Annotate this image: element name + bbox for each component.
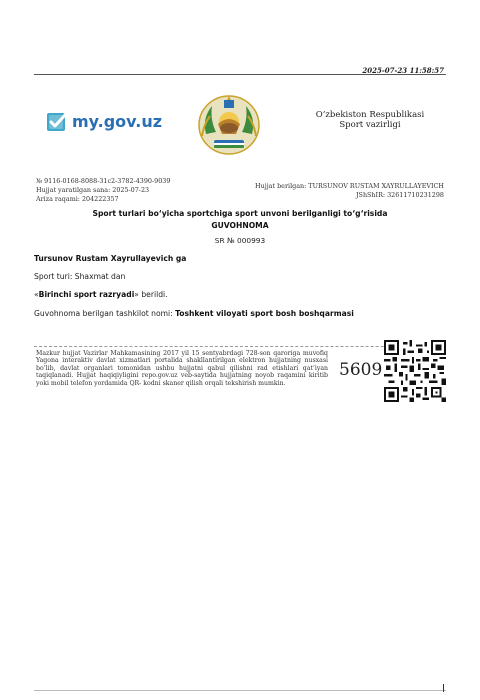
rank-close: » berildi.	[134, 290, 168, 299]
org-ministry: Sport vazirligi	[339, 120, 401, 130]
title-line-1: Sport turlari bo‘yicha sportchiga sport unvoni berilganligi to‘g‘risida	[92, 209, 388, 218]
footer-legal-text: Mazkur hujjat Vazirlar Mahkamasining 2017 yil 15 sentyabrdagi 728-son qaroriga muvofiq Yagona interaktiv davlat xizmatlari portalida shakllantirilgan elektron hujjatning nusxasi bo‘lib, davlat organlari tomonidan ushbu hujjatni qabul qilishni rad etishlari qat’iyan taqiqlanadi. Hujjat haqiqiyligini repo.gov.uz veb-saytida hujjatning noyob raqamini kiritib yoki mobil telefon yordamida QR- kodni skaner qilish orqali tekshirish mumkin.	[36, 350, 328, 387]
serial-number: SR № 000993	[214, 236, 266, 245]
issuing-org-line	[34, 309, 354, 318]
sport-label: Sport turi:	[34, 272, 75, 281]
logo-text: my.gov.uz	[72, 112, 163, 131]
qr-code-icon	[384, 340, 446, 402]
document-title	[34, 208, 446, 232]
rank-open: «	[34, 290, 39, 299]
document-datetime: 2025-07-23 11:58:57	[362, 66, 444, 75]
sport-type-line	[34, 272, 125, 281]
checkbox-logo-icon	[46, 110, 70, 134]
title-line-2: GUVOHNOMA	[211, 221, 269, 230]
issued-to: Hujjat berilgan: TURSUNOV RUSTAM XAYRULLAYEVICH	[255, 182, 444, 190]
rank-line	[34, 290, 168, 299]
state-emblem-icon	[196, 94, 262, 156]
issuing-org-label: Guvohnoma berilgan tashkilot nomi:	[34, 309, 176, 318]
top-divider	[34, 74, 446, 75]
rank-value: Birinchi sport razryadi	[38, 290, 135, 299]
jshshir: JShShIR: 32611710231298	[356, 190, 444, 199]
application-number: Ariza raqami: 204222357	[36, 194, 119, 203]
bottom-tick	[443, 684, 444, 692]
qr-number: 5609	[339, 360, 383, 380]
org-country: O’zbekiston Respublikasi	[315, 110, 425, 120]
document-meta-right	[255, 182, 444, 200]
sport-value: Shaxmat dan	[74, 272, 126, 281]
issuing-org-value: Toshkent viloyati sport bosh boshqarmasi	[175, 309, 354, 318]
created-date: Hujjat yaratilgan sana: 2025-07-23	[36, 185, 150, 194]
bottom-divider	[34, 690, 446, 691]
mygov-logo	[46, 108, 163, 138]
document-meta-left	[36, 177, 170, 203]
document-number: № 9116-0168-8088-31c2-3782-4390-9039	[36, 177, 171, 185]
recipient-name: Tursunov Rustam Xayrullayevich ga	[34, 254, 187, 263]
